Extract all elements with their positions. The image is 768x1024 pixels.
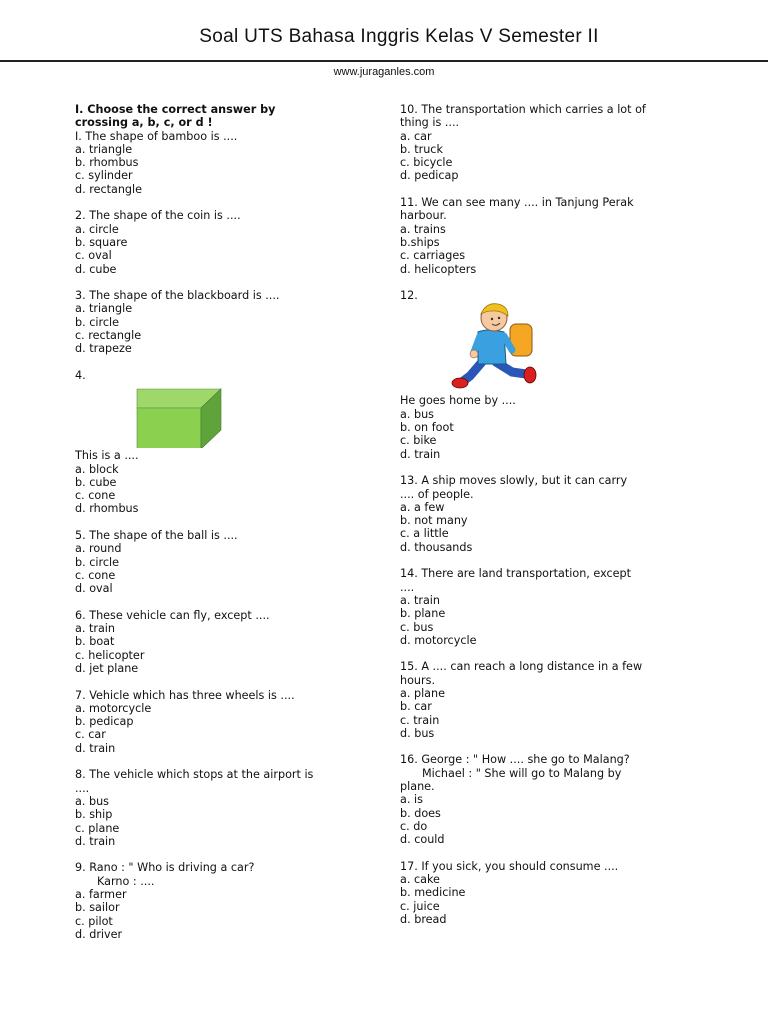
answer-option[interactable]: b. rhombus [75, 156, 139, 170]
answer-option[interactable]: c. bike [400, 434, 437, 448]
question-text: 2. The shape of the coin is .... [75, 209, 241, 223]
question-text: 11. We can see many .... in Tanjung Perak [400, 196, 634, 210]
answer-option[interactable]: c. cone [75, 568, 116, 582]
answer-option[interactable]: a. triangle [75, 302, 133, 316]
answer-option[interactable]: a. is [400, 793, 423, 807]
right-column [400, 103, 690, 940]
question-14 [400, 567, 690, 647]
left-column [75, 103, 375, 955]
website-url: www.juraganles.com [333, 66, 435, 78]
question-5 [75, 529, 375, 595]
answer-option[interactable]: d. jet plane [75, 661, 139, 675]
question-3 [75, 289, 375, 355]
question-number: 4. [75, 368, 86, 382]
answer-option[interactable]: c. pilot [75, 914, 113, 928]
question-13 [400, 474, 690, 554]
question-17 [400, 860, 690, 926]
question-text: 13. A ship moves slowly, but it can carry [400, 474, 628, 488]
question-text: 10. The transportation which carries a lot of [400, 103, 646, 116]
answer-option[interactable]: c. helicopter [75, 648, 145, 662]
question-1 [75, 130, 375, 196]
answer-option[interactable]: b. boat [75, 635, 115, 649]
page-title: Soal UTS Bahasa Inggris Kelas V Semester II [199, 26, 599, 47]
answer-option[interactable]: a. farmer [75, 888, 127, 902]
answer-option[interactable]: b. plane [400, 607, 446, 621]
question-7 [75, 689, 375, 755]
answer-option[interactable]: a. a few [400, 500, 445, 514]
answer-option[interactable]: a. motorcycle [75, 701, 152, 715]
answer-option[interactable]: d. cube [75, 262, 117, 276]
answer-option[interactable]: b. not many [400, 514, 468, 528]
question-text: .... [75, 781, 90, 795]
question-text: 17. If you sick, you should consume .... [400, 859, 619, 873]
walking-boy-image [400, 302, 690, 394]
answer-option[interactable]: a. car [400, 129, 432, 143]
question-text: 14. There are land transportation, except [400, 567, 632, 581]
question-15 [400, 660, 690, 740]
question-text: 7. Vehicle which has three wheels is .... [75, 688, 295, 702]
question-text: 16. George : " How .... she go to Malang? [400, 753, 630, 767]
answer-option[interactable]: a. triangle [75, 142, 133, 156]
answer-option[interactable]: d. rectangle [75, 182, 143, 196]
answer-option[interactable]: d. pedicap [400, 169, 459, 183]
answer-option[interactable]: d. motorcycle [400, 633, 477, 647]
question-text: .... of people. [400, 487, 474, 501]
question-text: plane. [400, 780, 435, 794]
question-number: 12. [400, 289, 418, 303]
answer-option[interactable]: d. train [400, 447, 441, 461]
section-heading-line: I. Choose the correct answer by [75, 103, 276, 116]
header-divider [0, 60, 768, 62]
answer-option[interactable]: c. bus [400, 620, 434, 634]
question-text: I. The shape of bamboo is .... [75, 129, 238, 143]
answer-option[interactable]: b. square [75, 235, 128, 249]
question-12 [400, 289, 690, 461]
green-cube-image [75, 382, 375, 449]
question-6 [75, 609, 375, 675]
answer-option[interactable]: a. bus [400, 407, 434, 421]
question-text: Karno : .... [97, 874, 155, 888]
question-text: thing is .... [400, 116, 460, 130]
section-heading [75, 103, 375, 130]
answer-option[interactable]: d. bread [400, 913, 447, 927]
question-text: Michael : " She will go to Malang by [422, 766, 622, 780]
question-11 [400, 196, 690, 276]
answer-option[interactable]: b. circle [75, 315, 119, 329]
answer-option[interactable]: b. medicine [400, 886, 466, 900]
question-16 [400, 753, 690, 846]
answer-option[interactable]: b. on foot [400, 421, 454, 435]
answer-option[interactable]: d. rhombus [75, 502, 139, 516]
answer-option[interactable]: b. cube [75, 475, 117, 489]
question-text: 9. Rano : " Who is driving a car? [75, 861, 255, 875]
question-text: 15. A .... can reach a long distance in a few [400, 660, 643, 674]
answer-option[interactable]: a. circle [75, 222, 119, 236]
answer-option[interactable]: b. pedicap [75, 715, 134, 729]
question-4 [75, 369, 375, 516]
answer-option[interactable]: b. circle [75, 555, 119, 569]
answer-option[interactable]: c. a little [400, 527, 449, 541]
answer-option[interactable]: d. oval [75, 582, 113, 596]
answer-option[interactable]: c. bicycle [400, 156, 453, 170]
answer-option[interactable]: a. cake [400, 873, 440, 887]
answer-option[interactable]: c. oval [75, 249, 112, 263]
answer-option[interactable]: a. trains [400, 222, 446, 236]
question-10 [400, 103, 690, 183]
answer-option[interactable]: b. car [400, 700, 432, 714]
answer-option[interactable]: c. sylinder [75, 169, 133, 183]
answer-option[interactable]: c. train [400, 713, 440, 727]
question-2 [75, 209, 375, 275]
answer-option[interactable]: d. thousands [400, 540, 473, 554]
answer-option[interactable]: d. helicopters [400, 262, 477, 276]
answer-option[interactable]: c. car [75, 728, 106, 742]
cube-icon [75, 382, 225, 448]
answer-option[interactable]: b.ships [400, 235, 440, 249]
question-9 [75, 861, 375, 941]
question-text: 3. The shape of the blackboard is .... [75, 289, 280, 303]
question-text: .... [400, 580, 415, 594]
answer-option[interactable]: a. train [400, 593, 441, 607]
answer-option[interactable]: c. do [400, 819, 428, 833]
answer-option[interactable]: d. could [400, 833, 445, 847]
answer-option[interactable]: d. train [75, 741, 116, 755]
question-8 [75, 768, 375, 848]
answer-option[interactable]: c. cone [75, 489, 116, 503]
answer-option[interactable]: b. truck [400, 142, 443, 156]
answer-option[interactable]: d. train [75, 834, 116, 848]
question-text: 8. The vehicle which stops at the airport is [75, 768, 314, 782]
answer-option[interactable]: c. rectangle [75, 329, 142, 343]
question-text: hours. [400, 673, 436, 687]
question-text: This is a .... [75, 449, 139, 463]
answer-option[interactable]: b. does [400, 806, 441, 820]
answer-option[interactable]: b. ship [75, 808, 113, 822]
answer-option[interactable]: b. sailor [75, 901, 120, 915]
answer-option[interactable]: a. block [75, 462, 119, 476]
section-heading-line: crossing a, b, c, or d ! [75, 116, 213, 130]
question-text: 6. These vehicle can fly, except .... [75, 608, 270, 622]
answer-option[interactable]: c. juice [400, 899, 440, 913]
answer-option[interactable]: a. round [75, 542, 122, 556]
answer-option[interactable]: a. train [75, 622, 116, 636]
question-text: harbour. [400, 209, 447, 223]
answer-option[interactable]: c. carriages [400, 249, 466, 263]
answer-option[interactable]: d. driver [75, 927, 123, 941]
answer-option[interactable]: a. plane [400, 686, 446, 700]
answer-option[interactable]: c. plane [75, 821, 120, 835]
answer-option[interactable]: d. bus [400, 726, 435, 740]
question-text: He goes home by .... [400, 394, 516, 408]
answer-option[interactable]: a. bus [75, 794, 109, 808]
walking-boy-icon [400, 302, 550, 394]
question-text: 5. The shape of the ball is .... [75, 529, 238, 543]
answer-option[interactable]: d. trapeze [75, 342, 132, 356]
